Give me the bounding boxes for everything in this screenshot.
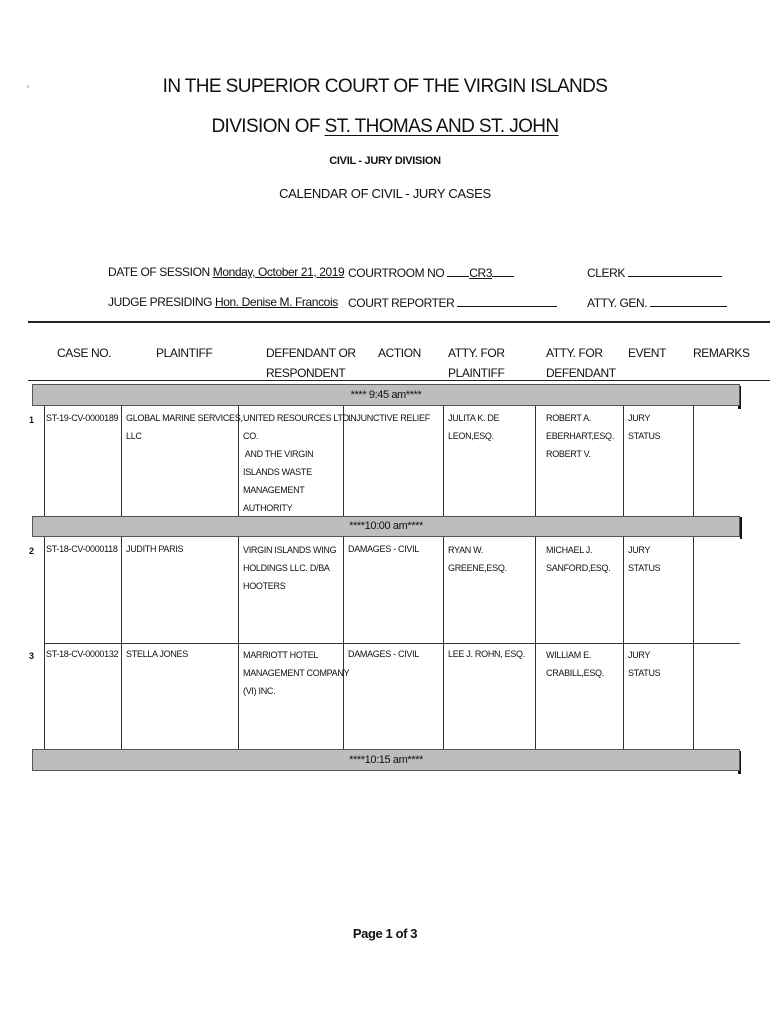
division-prefix: DIVISION OF xyxy=(211,116,325,137)
defendant-line: UNITED RESOURCES LTD. xyxy=(243,413,352,423)
col-event: EVENT xyxy=(628,346,667,360)
judge-presiding xyxy=(108,295,338,309)
margin-mark: ‘ xyxy=(27,84,29,94)
reporter-blank xyxy=(457,295,557,307)
case-number[interactable]: ST-19-CV-0000189 xyxy=(46,413,119,423)
col-case-no: CASE NO. xyxy=(57,346,112,360)
col-atty-plaintiff xyxy=(448,343,505,383)
plaintiff-cell xyxy=(126,645,188,663)
clerk-blank xyxy=(628,265,722,277)
action-cell: DAMAGES - CIVIL xyxy=(348,544,420,554)
courtroom-blank-post xyxy=(492,265,514,277)
defendant-line: MANAGEMENT xyxy=(243,485,305,495)
grid-line xyxy=(693,406,694,516)
col-atty-plaintiff-line2: PLAINTIFF xyxy=(448,366,505,380)
plaintiff-cell xyxy=(126,540,183,558)
time-slot-bar: ****10:15 am**** xyxy=(32,749,740,771)
col-atty-defendant-line2: DEFENDANT xyxy=(546,366,616,380)
col-defendant-line1: DEFENDANT OR xyxy=(266,346,356,360)
atty-plaintiff-cell xyxy=(448,541,507,577)
event-line: STATUS xyxy=(628,563,661,573)
row-number: 2 xyxy=(29,546,35,556)
defendant-line: ISLANDS WASTE xyxy=(243,467,312,477)
attorney-general xyxy=(587,295,727,310)
column-rule xyxy=(28,380,770,381)
grid-line xyxy=(121,406,122,516)
atty-plaintiff-line: JULITA K. DE xyxy=(448,413,500,423)
event-line: STATUS xyxy=(628,431,661,441)
col-atty-defendant xyxy=(546,343,616,383)
courtroom-blank-pre xyxy=(447,265,469,277)
clerk-label: CLERK xyxy=(587,266,626,280)
case-number[interactable]: ST-18-CV-0000118 xyxy=(46,544,118,554)
atty-defendant-line: SANFORD,ESQ. xyxy=(546,563,611,573)
atty-defendant-cell xyxy=(546,409,614,463)
defendant-line: AUTHORITY xyxy=(243,503,293,513)
judge-value: Hon. Denise M. Francois xyxy=(214,295,338,309)
col-defendant xyxy=(266,343,356,383)
page-number: Page 1 of 3 xyxy=(352,926,418,941)
clerk xyxy=(587,265,722,280)
atty-plaintiff-line: LEON,ESQ. xyxy=(448,431,494,441)
subdivision-title: CIVIL - JURY DIVISION xyxy=(329,155,441,167)
defendant-line: HOOTERS xyxy=(243,581,286,591)
plaintiff-cell xyxy=(126,409,243,445)
plaintiff-line: LLC xyxy=(126,431,142,441)
courtroom-value: CR3 xyxy=(469,266,493,280)
defendant-line: AND THE VIRGIN xyxy=(243,449,314,459)
defendant-cell xyxy=(243,646,349,700)
plaintiff-line: JUDITH PARIS xyxy=(126,544,184,554)
defendant-line: MANAGEMENT COMPANY xyxy=(243,668,350,678)
defendant-line: CO. xyxy=(243,431,259,441)
event-line: STATUS xyxy=(628,668,661,678)
defendant-line: MARRIOTT HOTEL xyxy=(243,650,319,660)
header-rule xyxy=(28,321,770,323)
plaintiff-line: GLOBAL MARINE SERVICES, xyxy=(126,413,243,423)
plaintiff-line: STELLA JONES xyxy=(126,649,188,659)
calendar-title: CALENDAR OF CIVIL - JURY CASES xyxy=(279,186,491,201)
atty-gen-label: ATTY. GEN. xyxy=(587,296,648,310)
atty-plaintiff-cell xyxy=(448,645,525,663)
defendant-line: (VI) INC. xyxy=(243,686,276,696)
date-of-session xyxy=(108,265,344,279)
atty-defendant-line: ROBERT V. xyxy=(546,449,591,459)
grid-line xyxy=(443,406,444,516)
date-label: DATE OF SESSION xyxy=(108,265,210,279)
courtroom xyxy=(348,265,514,280)
row-number: 3 xyxy=(29,651,35,661)
date-value: Monday, October 21, 2019 xyxy=(212,265,345,279)
action-cell: INJUNCTIVE RELIEF xyxy=(348,413,430,423)
atty-plaintiff-cell xyxy=(448,409,499,445)
atty-defendant-cell xyxy=(546,646,604,682)
col-remarks: REMARKS xyxy=(693,346,750,360)
atty-plaintiff-line: LEE J. ROHN, ESQ. xyxy=(448,649,525,659)
grid-line xyxy=(535,406,536,516)
defendant-line: HOLDINGS LLC. D/BA xyxy=(243,563,330,573)
time-slot-bar: **** 9:45 am**** xyxy=(32,384,740,406)
event-cell xyxy=(628,409,660,445)
event-line: JURY xyxy=(628,545,651,555)
atty-gen-blank xyxy=(650,295,727,307)
col-atty-defendant-line1: ATTY. FOR xyxy=(546,346,603,360)
atty-defendant-line: EBERHART,ESQ. xyxy=(546,431,614,441)
row-number: 1 xyxy=(29,415,35,425)
division-name: ST. THOMAS AND ST. JOHN xyxy=(324,116,559,137)
col-action: ACTION xyxy=(378,346,421,360)
col-atty-plaintiff-line1: ATTY. FOR xyxy=(448,346,505,360)
event-cell xyxy=(628,646,660,682)
reporter-label: COURT REPORTER xyxy=(348,296,455,310)
judge-label: JUDGE PRESIDING xyxy=(108,295,213,309)
col-plaintiff: PLAINTIFF xyxy=(156,346,213,360)
atty-defendant-line: WILLIAM E. xyxy=(546,650,592,660)
court-reporter xyxy=(348,295,557,310)
col-defendant-line2: RESPONDENT xyxy=(266,366,346,380)
event-line: JURY xyxy=(628,650,651,660)
atty-plaintiff-line: GREENE,ESQ. xyxy=(448,563,507,573)
atty-defendant-line: MICHAEL J. xyxy=(546,545,593,555)
row-separator xyxy=(44,643,740,644)
court-title: IN THE SUPERIOR COURT OF THE VIRGIN ISLANDS xyxy=(162,76,608,97)
event-line: JURY xyxy=(628,413,651,423)
division-line xyxy=(0,116,770,138)
atty-defendant-line: ROBERT A. xyxy=(546,413,591,423)
grid-line xyxy=(623,406,624,516)
atty-plaintiff-line: RYAN W. xyxy=(448,545,484,555)
case-number[interactable]: ST-18-CV-0000132 xyxy=(46,649,119,659)
atty-defendant-line: CRABILL,ESQ. xyxy=(546,668,604,678)
time-slot-bar: ****10:00 am**** xyxy=(32,516,740,537)
defendant-cell xyxy=(243,541,336,595)
defendant-line: VIRGIN ISLANDS WING xyxy=(243,545,337,555)
event-cell xyxy=(628,541,660,577)
atty-defendant-cell xyxy=(546,541,610,577)
grid-line xyxy=(44,406,45,516)
courtroom-label: COURTROOM NO xyxy=(348,266,445,280)
action-cell: DAMAGES - CIVIL xyxy=(348,649,420,659)
slot-shadow xyxy=(740,517,742,539)
defendant-cell xyxy=(243,409,351,517)
